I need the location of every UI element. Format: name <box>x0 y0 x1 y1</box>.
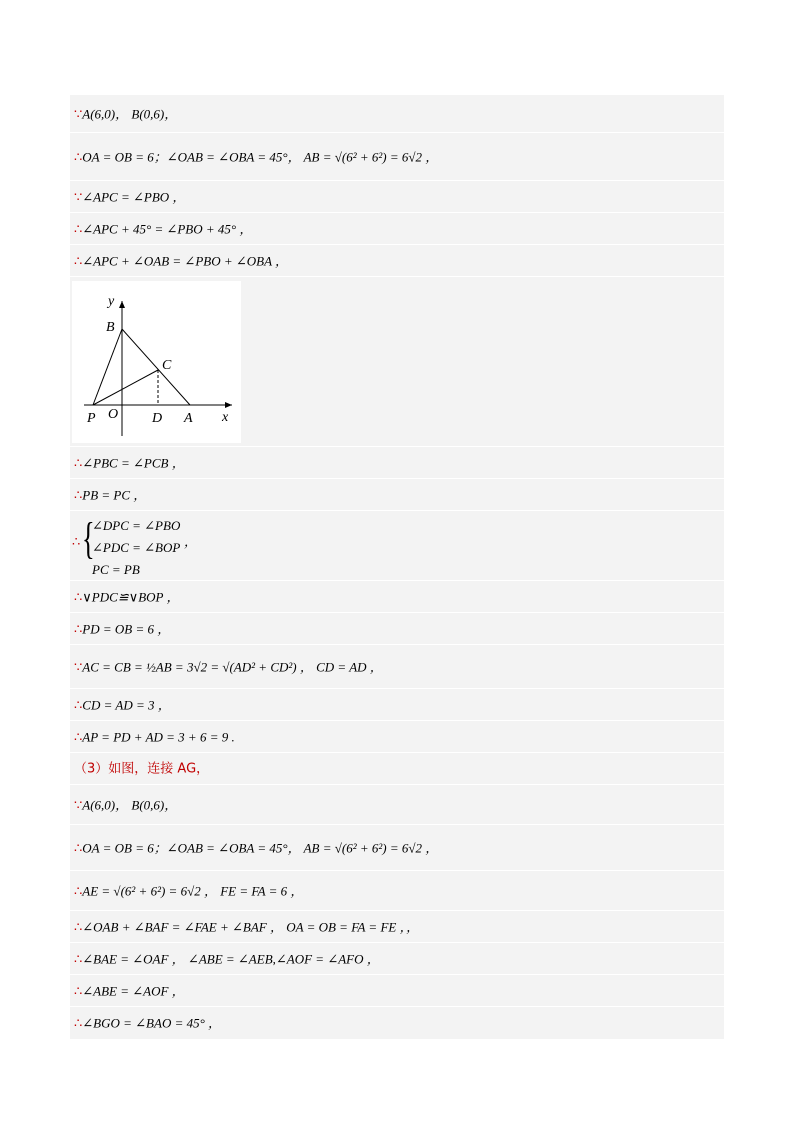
system-prefix: ∴ <box>72 534 81 549</box>
line-system <box>70 511 724 581</box>
line-angle-abe-aof: ∴∠ABE = ∠AOF ， <box>70 975 724 1007</box>
label-p: P <box>87 411 96 426</box>
line-congruence: ∴∨PDC≌∨BOP ， <box>70 581 724 613</box>
line-pb-pc: ∴PB = PC ， <box>70 479 724 511</box>
label-c: C <box>162 358 172 373</box>
line-pd-ob: ∴PD = OB = 6 ， <box>70 613 724 645</box>
brace-symbol: { <box>82 514 95 563</box>
x-axis-arrow <box>225 402 232 408</box>
line-angle-bgo: ∴∠BGO = ∠BAO = 45° ， <box>74 1015 222 1031</box>
line-ae-fe: ∴AE = √(6² + 6²) = 6√2 ， FE = FA = 6 ， <box>70 871 724 911</box>
line-coords-1: ∵A(6,0)， B(0,6)， <box>70 95 724 133</box>
triangle-diagram <box>72 281 241 443</box>
label-d: D <box>152 411 163 426</box>
line-angle-sum: ∴∠APC + ∠OAB = ∠PBO + ∠OBA ， <box>70 245 724 277</box>
label-b: B <box>106 320 115 335</box>
label-o: O <box>108 407 119 422</box>
y-axis-arrow <box>119 301 125 308</box>
label-a: A <box>184 411 193 426</box>
segment-pb <box>93 329 122 405</box>
figure-row <box>70 277 724 447</box>
segment-ba <box>122 329 190 405</box>
solution-area <box>70 95 724 1039</box>
system-row-1: ∠DPC = ∠PBO <box>92 518 181 533</box>
geometry-figure <box>72 281 241 443</box>
segment-pc <box>93 370 158 405</box>
system-row-2: ∠PDC = ∠BOP <box>92 540 181 555</box>
line-oa-ob-ab-2: ∴OA = OB = 6；∠OAB = ∠OBA = 45°， AB = √(6² + 6²) = 6√2 ， <box>70 825 724 871</box>
line-cd-ad: ∴CD = AD = 3 ， <box>70 689 724 721</box>
line-angle-plus-45: ∴∠APC + 45° = ∠PBO + 45° ， <box>70 213 724 245</box>
line-coords-2: ∵A(6,0)， B(0,6)， <box>70 785 724 825</box>
line-angle-bae-oaf: ∴∠BAE = ∠OAF ， ∠ABE = ∠AEB,∠AOF = ∠AFO ， <box>70 943 724 975</box>
line-oa-ob-ab-1: ∴OA = OB = 6；∠OAB = ∠OBA = 45°， AB = √(6² + 6²) = 6√2 ， <box>70 133 724 181</box>
line-angle-oab-baf: ∴∠OAB + ∠BAF = ∠FAE + ∠BAF ， OA = OB = FA = FE ，， <box>70 911 724 943</box>
label-x: x <box>222 410 229 425</box>
system-comma: ， <box>184 534 198 549</box>
line-ac-cb: ∵AC = CB = ½AB = 3√2 = √(AD² + CD²) ， CD = AD ， <box>70 645 724 689</box>
line-angle-apc-pbo: ∵∠APC = ∠PBO ， <box>70 181 724 213</box>
label-y: y <box>108 294 115 309</box>
line-angle-pbc-pcb: ∴∠PBC = ∠PCB ， <box>70 447 724 479</box>
line-part3-heading: （3）如图，连接 AG， <box>70 753 724 785</box>
line-ap-result: ∴AP = PD + AD = 3 + 6 = 9 . <box>70 721 724 753</box>
system-row-3: PC = PB <box>92 562 140 577</box>
